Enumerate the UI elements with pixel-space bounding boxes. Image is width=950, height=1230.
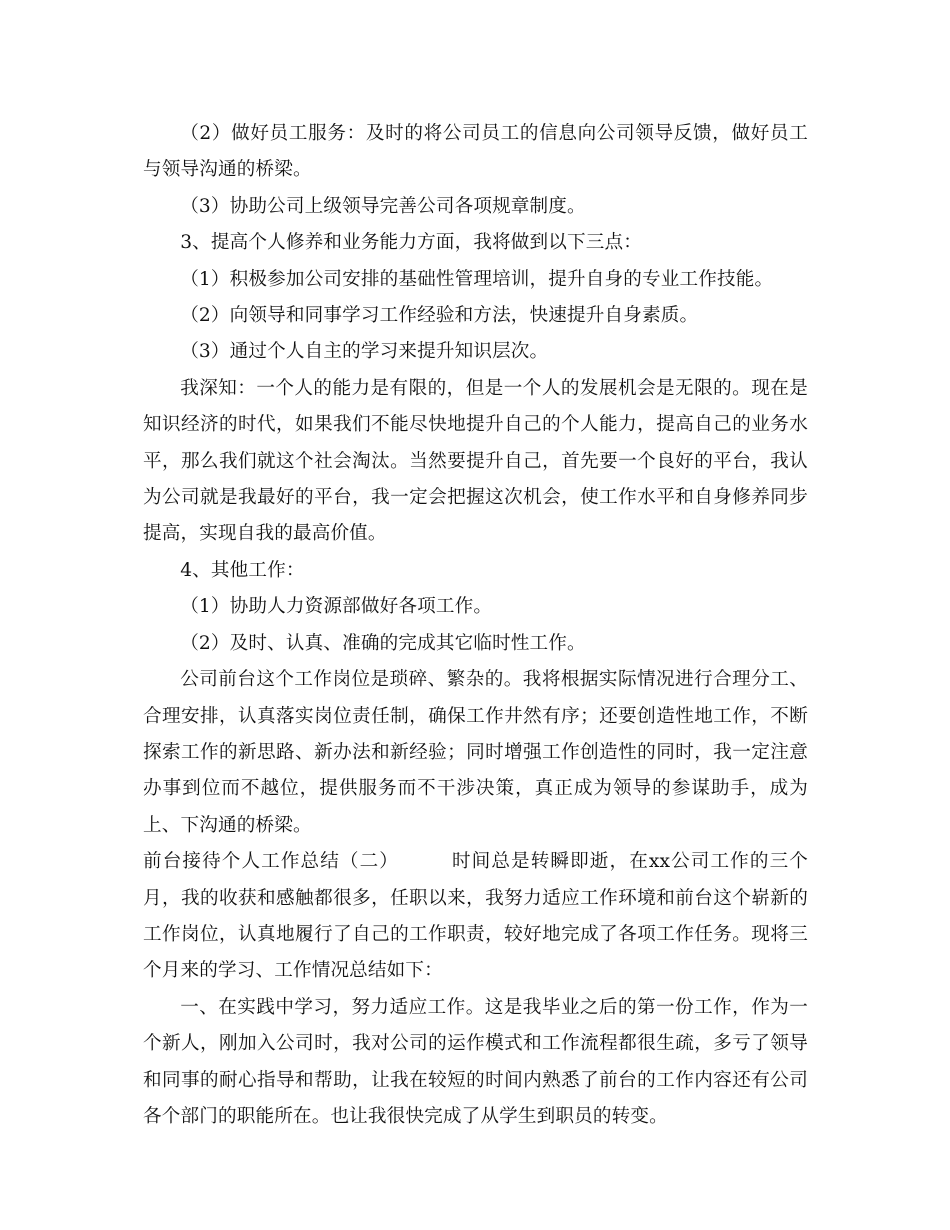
- section-heading: 前台接待个人工作总结（二）: [143, 851, 400, 873]
- paragraph-assist-hr: （1）协助人力资源部做好各项工作。: [180, 596, 493, 618]
- paragraph-learning-in-practice: 一、在实践中学习，努力适应工作。这是我毕业之后的第一份工作，作为一个新人，刚加入公司时，我对公司的运作模式和工作流程都很生疏，多亏了领导和同事的耐心指导和帮助，让我在较短的时间内熟悉了前台的工作内容还有公司各个部门的职能所在。也让我很快完成了从学生到职员的转变。: [143, 996, 808, 1127]
- paragraph-self-improvement-heading: 3、提高个人修养和业务能力方面，我将做到以下三点：: [180, 232, 643, 254]
- paragraph-section-two: [143, 844, 808, 990]
- paragraph-self-study: （3）通过个人自主的学习来提升知识层次。: [180, 341, 549, 363]
- paragraph-other-work-heading: 4、其他工作：: [180, 559, 305, 581]
- paragraph-employee-service: （2）做好员工服务：及时的将公司员工的信息向公司领导反馈，做好员工与领导沟通的桥梁。: [143, 123, 808, 181]
- section-intro: 时间总是转瞬即逝，在xx公司工作的三个月，我的收获和感触都很多，任职以来，我努力适应工作环境和前台这个崭新的工作岗位，认真地履行了自己的工作职责，较好地完成了各项工作任务。现将三个月来的学习、工作情况总结如下：: [143, 851, 809, 982]
- paragraph-training: （1）积极参加公司安排的基础性管理培训，提升自身的专业工作技能。: [180, 268, 774, 290]
- paragraph-rules-improvement: （3）协助公司上级领导完善公司各项规章制度。: [180, 195, 586, 217]
- document-body: [143, 116, 808, 1135]
- paragraph-temporary-work: （2）及时、认真、准确的完成其它临时性工作。: [180, 632, 586, 654]
- paragraph-learn-from-colleagues: （2）向领导和同事学习工作经验和方法，快速提升自身素质。: [180, 305, 699, 327]
- paragraph-front-desk-role: 公司前台这个工作岗位是琐碎、繁杂的。我将根据实际情况进行合理分工、合理安排，认真落实岗位责任制，确保工作井然有序；还要创造性地工作，不断探索工作的新思路、新办法和新经验；同时增强工作创造性的同时，我一定注意办事到位而不越位，提供服务而不干涉决策，真正成为领导的参谋助手，成为上、下沟通的桥梁。: [143, 669, 808, 836]
- paragraph-self-awareness: 我深知：一个人的能力是有限的，但是一个人的发展机会是无限的。现在是知识经济的时代，如果我们不能尽快地提升自己的个人能力，提高自己的业务水平，那么我们就这个社会淘汰。当然要提升自己，首先要一个良好的平台，我认为公司就是我最好的平台，我一定会把握这次机会，使工作水平和自身修养同步提高，实现自我的最高价值。: [143, 377, 808, 545]
